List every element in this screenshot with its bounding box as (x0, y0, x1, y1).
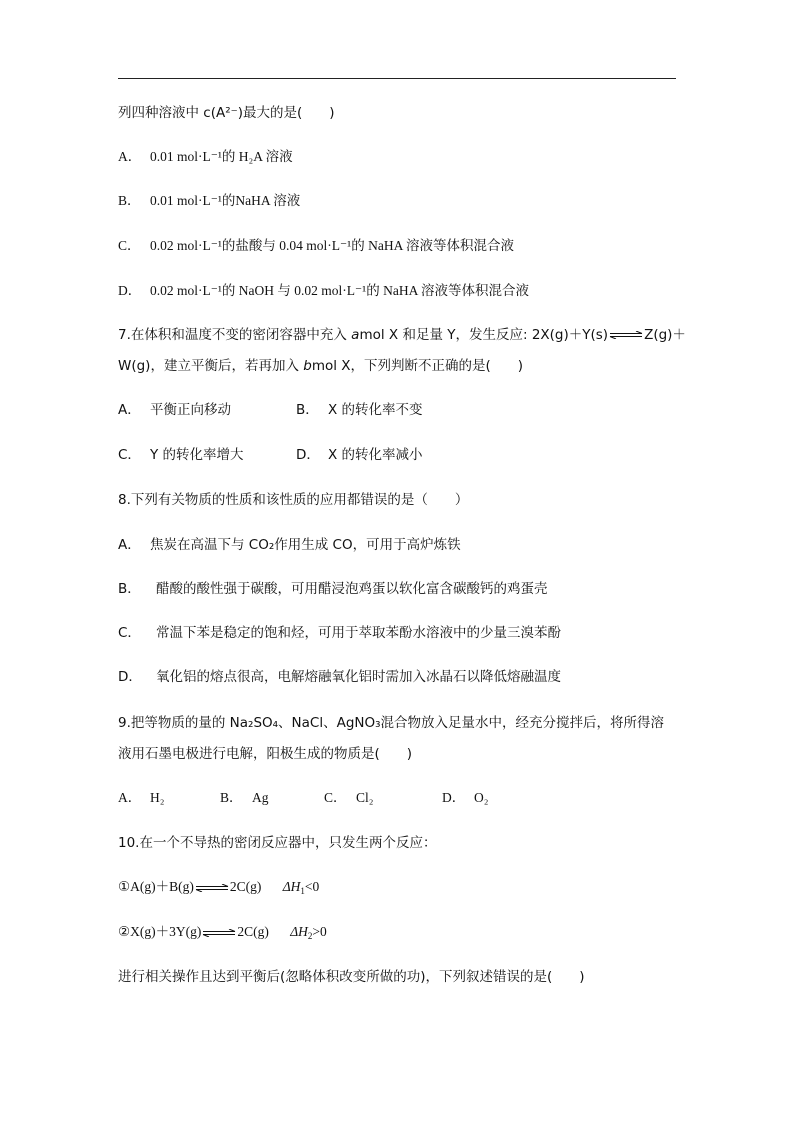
option-letter: D． (118, 283, 142, 298)
enthalpy-condition: >0 (312, 924, 327, 939)
q7-stem-text: 7.在体积和温度不变的密闭容器中充入 (118, 327, 352, 343)
option-text: Cl₂ (356, 790, 374, 805)
q6-stem: 列四种溶液中 c(A²⁻)最大的是( ) (118, 105, 335, 121)
option-text: 0.02 mol·L⁻¹的 NaOH 与 0.02 mol·L⁻¹的 NaHA 溶液等体积混合液 (150, 283, 529, 298)
q7-option-d[interactable] (296, 445, 423, 465)
reaction-left: ①A(g)＋B(g) (118, 879, 194, 894)
option-letter: A． (118, 149, 142, 164)
q9-option-row (118, 788, 489, 808)
option-letter: B． (220, 790, 243, 805)
option-letter: A． (118, 790, 142, 805)
option-letter: D． (296, 447, 320, 463)
equilibrium-arrow-icon (202, 929, 236, 937)
option-text: Y 的转化率增大 (150, 447, 244, 463)
option-text: 醋酸的酸性强于碳酸，可用醋浸泡鸡蛋以软化富含碳酸钙的鸡蛋壳 (156, 581, 548, 597)
reaction-left: ②X(g)＋3Y(g) (118, 924, 202, 939)
variable-b: b (303, 358, 312, 374)
q7-option-a[interactable] (118, 402, 231, 418)
q7-option-row-2 (118, 445, 423, 465)
option-text: Ag (252, 790, 269, 805)
q7-option-b[interactable] (296, 400, 423, 420)
reaction-right: 2C(g) (229, 879, 262, 894)
q7-stem-text: W(g)，建立平衡后，若再加入 (118, 358, 304, 374)
enthalpy-symbol: ΔH (282, 879, 301, 894)
q10-stem: 10.在一个不导热的密闭反应器中，只发生两个反应： (118, 835, 437, 851)
q8-option-b[interactable] (118, 579, 548, 599)
equilibrium-arrow-icon (195, 884, 229, 892)
option-text: 0.02 mol·L⁻¹的盐酸与 0.04 mol·L⁻¹的 NaHA 溶液等体积混合液 (150, 238, 514, 253)
enthalpy-symbol: ΔH (290, 924, 308, 939)
option-letter: C． (118, 447, 141, 463)
option-text: 平衡正向移动 (150, 402, 231, 418)
q8-option-c[interactable] (118, 623, 561, 643)
q6-option-b[interactable] (118, 191, 300, 211)
q9-option-a[interactable] (118, 790, 164, 805)
enthalpy-subscript: 1 (300, 886, 305, 896)
option-letter: C． (118, 238, 141, 253)
option-letter: A． (118, 537, 141, 553)
q9-option-d[interactable] (442, 788, 488, 808)
q7-option-c[interactable] (118, 447, 244, 463)
q8-option-d[interactable] (118, 667, 561, 687)
q6-option-d[interactable] (118, 281, 529, 301)
q10-reaction-2 (118, 922, 327, 942)
q9-option-c[interactable] (324, 788, 373, 808)
q9-stem-line1: 9.把等物质的量的 Na₂SO₄、NaCl、AgNO₃混合物放入足量水中，经充分搅拌后，将所得溶 (118, 715, 665, 731)
q7-option-row-1 (118, 400, 423, 420)
option-letter: B． (118, 581, 141, 597)
q7-stem-text: mol X 和足量 Y，发生反应: 2X(g)＋Y(s) (359, 327, 609, 343)
header-rule (118, 78, 676, 79)
option-letter: D． (442, 790, 466, 805)
q9-option-b[interactable] (220, 788, 269, 808)
enthalpy-condition: <0 (304, 879, 320, 894)
option-text: 焦炭在高温下与 CO₂作用生成 CO，可用于高炉炼铁 (150, 537, 461, 553)
reaction-right: 2C(g) (237, 924, 269, 939)
option-letter: C． (324, 790, 347, 805)
q8-option-a[interactable] (118, 535, 461, 555)
option-letter: D． (118, 669, 142, 685)
option-letter: C． (118, 625, 141, 641)
q10-tail: 进行相关操作且达到平衡后(忽略体积改变所做的功)，下列叙述错误的是( ) (118, 969, 585, 985)
q10-reaction-1 (118, 877, 319, 897)
option-letter: A． (118, 402, 141, 418)
equilibrium-arrow-icon (609, 331, 643, 339)
q6-option-a[interactable] (118, 147, 293, 167)
option-text: 0.01 mol·L⁻¹的 H₂A 溶液 (150, 149, 293, 164)
q7-stem-line2 (118, 356, 523, 376)
q7-stem-text: Z(g)＋ (644, 327, 686, 343)
q9-stem-line2: 液用石墨电极进行电解，阳极生成的物质是( ) (118, 746, 413, 762)
q6-option-c[interactable] (118, 236, 514, 256)
option-text: X 的转化率不变 (328, 402, 423, 418)
q7-stem-text: mol X，下列判断不正确的是( ) (311, 358, 524, 374)
option-text: H₂ (150, 790, 165, 805)
variable-a: a (351, 327, 360, 343)
option-text: X 的转化率减小 (328, 447, 423, 463)
option-text: 常温下苯是稳定的饱和烃，可用于萃取苯酚水溶液中的少量三溴苯酚 (156, 625, 561, 641)
option-letter: B． (296, 402, 319, 418)
option-text: 0.01 mol·L⁻¹的NaHA 溶液 (150, 193, 301, 208)
q7-stem-line1 (118, 325, 686, 345)
q8-stem: 8.下列有关物质的性质和该性质的应用都错误的是（ ） (118, 492, 469, 508)
option-letter: B． (118, 193, 141, 208)
option-text: 氧化铝的熔点很高，电解熔融氧化铝时需加入冰晶石以降低熔融温度 (156, 669, 561, 685)
option-text: O₂ (474, 790, 489, 805)
enthalpy-subscript: 2 (307, 931, 313, 941)
